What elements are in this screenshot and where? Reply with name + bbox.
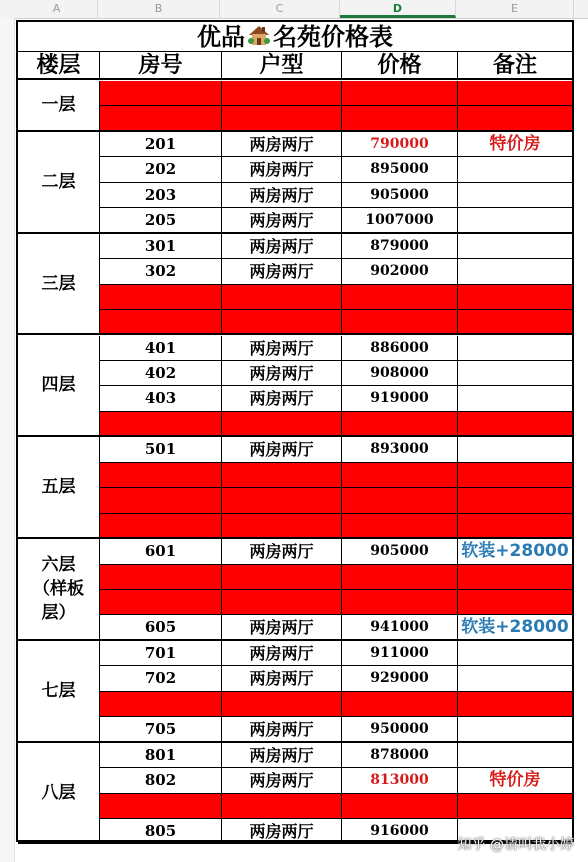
price-table <box>16 20 574 842</box>
sold-cell[interactable] <box>100 463 222 488</box>
sold-cell[interactable] <box>342 463 458 488</box>
sold-cell[interactable] <box>458 106 572 131</box>
note-cell[interactable]: 特价房 <box>458 132 572 157</box>
floor-label[interactable]: 一层 <box>18 81 100 132</box>
note-cell[interactable] <box>458 437 572 462</box>
price-cell[interactable]: 911000 <box>342 641 458 666</box>
sold-cell[interactable] <box>342 106 458 131</box>
sold-cell[interactable] <box>342 310 458 335</box>
sold-cell[interactable] <box>100 106 222 131</box>
price-cell[interactable]: 950000 <box>342 717 458 742</box>
floor-label[interactable]: 五层 <box>18 437 100 539</box>
note-cell[interactable]: 软装+28000 <box>458 615 572 640</box>
sold-cell[interactable] <box>100 81 222 106</box>
unit-type-cell[interactable]: 两房两厅 <box>222 386 342 411</box>
sold-cell[interactable] <box>458 794 572 819</box>
room-number-cell[interactable]: 705 <box>100 717 222 742</box>
floor-label[interactable]: 六层 （样板 层） <box>18 539 100 641</box>
price-cell[interactable]: 902000 <box>342 259 458 284</box>
note-cell[interactable] <box>458 336 572 361</box>
unit-type-cell[interactable]: 两房两厅 <box>222 234 342 259</box>
sold-cell[interactable] <box>342 81 458 106</box>
unit-type-cell[interactable]: 两房两厅 <box>222 361 342 386</box>
column-header-bar <box>0 0 588 19</box>
sold-cell[interactable] <box>100 590 222 615</box>
note-cell[interactable] <box>458 157 572 182</box>
unit-type-cell[interactable]: 两房两厅 <box>222 819 342 844</box>
room-number-cell[interactable]: 205 <box>100 208 222 233</box>
unit-type-cell[interactable]: 两房两厅 <box>222 666 342 691</box>
column-header-d[interactable]: D <box>340 0 456 18</box>
price-cell[interactable]: 941000 <box>342 615 458 640</box>
title-right: 名苑价格表 <box>273 23 393 51</box>
header-room[interactable]: 房号 <box>100 52 222 80</box>
room-number-cell[interactable]: 203 <box>100 183 222 208</box>
note-cell[interactable]: 软装+28000 <box>458 539 572 564</box>
sold-cell[interactable] <box>100 794 222 819</box>
room-number-cell[interactable]: 701 <box>100 641 222 666</box>
room-number-cell[interactable]: 702 <box>100 666 222 691</box>
unit-type-cell[interactable]: 两房两厅 <box>222 157 342 182</box>
sold-cell[interactable] <box>222 565 342 590</box>
unit-type-cell[interactable]: 两房两厅 <box>222 132 342 157</box>
sold-cell[interactable] <box>222 106 342 131</box>
sold-cell[interactable] <box>222 463 342 488</box>
unit-type-cell[interactable]: 两房两厅 <box>222 183 342 208</box>
room-number-cell[interactable]: 202 <box>100 157 222 182</box>
unit-type-cell[interactable]: 两房两厅 <box>222 539 342 564</box>
sold-cell[interactable] <box>458 310 572 335</box>
floor-label[interactable]: 二层 <box>18 132 100 234</box>
floor-label[interactable]: 四层 <box>18 336 100 438</box>
sold-cell[interactable] <box>100 285 222 310</box>
sold-cell[interactable] <box>458 412 572 437</box>
sold-cell[interactable] <box>342 692 458 717</box>
note-cell[interactable]: 特价房 <box>458 768 572 793</box>
sold-cell[interactable] <box>342 488 458 513</box>
note-cell[interactable] <box>458 743 572 768</box>
column-header-a[interactable]: A <box>16 0 98 18</box>
price-cell[interactable]: 919000 <box>342 386 458 411</box>
sold-cell[interactable] <box>222 488 342 513</box>
price-cell[interactable]: 893000 <box>342 437 458 462</box>
note-cell[interactable] <box>458 183 572 208</box>
room-number-cell[interactable]: 802 <box>100 768 222 793</box>
sold-cell[interactable] <box>100 692 222 717</box>
sold-cell[interactable] <box>458 565 572 590</box>
unit-type-cell[interactable]: 两房两厅 <box>222 437 342 462</box>
sold-cell[interactable] <box>222 81 342 106</box>
floor-label[interactable]: 三层 <box>18 234 100 336</box>
sold-cell[interactable] <box>100 412 222 437</box>
column-header-b[interactable]: B <box>98 0 220 18</box>
header-floor[interactable]: 楼层 <box>18 52 100 80</box>
room-number-cell[interactable]: 403 <box>100 386 222 411</box>
note-cell[interactable] <box>458 361 572 386</box>
sold-cell[interactable] <box>222 412 342 437</box>
price-cell[interactable]: 813000 <box>342 768 458 793</box>
floor-label[interactable]: 八层 <box>18 743 100 845</box>
room-number-cell[interactable]: 201 <box>100 132 222 157</box>
sold-cell[interactable] <box>100 488 222 513</box>
sold-cell[interactable] <box>222 285 342 310</box>
sold-cell[interactable] <box>222 692 342 717</box>
sold-cell[interactable] <box>222 590 342 615</box>
note-cell[interactable] <box>458 666 572 691</box>
sold-cell[interactable] <box>222 514 342 539</box>
unit-type-cell[interactable]: 两房两厅 <box>222 336 342 361</box>
sold-cell[interactable] <box>100 514 222 539</box>
room-number-cell[interactable]: 302 <box>100 259 222 284</box>
price-cell[interactable]: 895000 <box>342 157 458 182</box>
sold-cell[interactable] <box>458 81 572 106</box>
column-header-e[interactable]: E <box>456 0 574 18</box>
price-cell[interactable]: 905000 <box>342 183 458 208</box>
sold-cell[interactable] <box>458 514 572 539</box>
unit-type-cell[interactable]: 两房两厅 <box>222 259 342 284</box>
watermark: 知乎 @请叫我小婷 <box>457 837 574 853</box>
sold-cell[interactable] <box>342 565 458 590</box>
sold-cell[interactable] <box>458 463 572 488</box>
sold-cell[interactable] <box>458 488 572 513</box>
page-title <box>18 22 572 52</box>
sold-cell[interactable] <box>342 794 458 819</box>
note-cell[interactable] <box>458 386 572 411</box>
price-cell[interactable]: 916000 <box>342 819 458 844</box>
column-header-c[interactable]: C <box>220 0 340 18</box>
sold-cell[interactable] <box>100 565 222 590</box>
unit-type-cell[interactable]: 两房两厅 <box>222 615 342 640</box>
unit-type-cell[interactable]: 两房两厅 <box>222 641 342 666</box>
row-gutter <box>0 18 15 862</box>
note-cell[interactable] <box>458 234 572 259</box>
price-cell[interactable]: 878000 <box>342 743 458 768</box>
title-left: 优品 <box>197 23 245 51</box>
sold-cell[interactable] <box>458 692 572 717</box>
sold-cell[interactable] <box>342 590 458 615</box>
unit-type-cell[interactable]: 两房两厅 <box>222 717 342 742</box>
note-cell[interactable] <box>458 259 572 284</box>
room-number-cell[interactable]: 601 <box>100 539 222 564</box>
note-cell[interactable] <box>458 641 572 666</box>
room-number-cell[interactable]: 301 <box>100 234 222 259</box>
note-cell[interactable] <box>458 717 572 742</box>
house-icon <box>247 23 271 53</box>
price-cell[interactable]: 886000 <box>342 336 458 361</box>
header-price[interactable]: 价格 <box>342 52 458 80</box>
price-cell[interactable]: 908000 <box>342 361 458 386</box>
floor-label[interactable]: 七层 <box>18 641 100 743</box>
room-number-cell[interactable]: 801 <box>100 743 222 768</box>
price-cell[interactable]: 790000 <box>342 132 458 157</box>
room-number-cell[interactable]: 605 <box>100 615 222 640</box>
sold-cell[interactable] <box>100 310 222 335</box>
price-cell[interactable]: 929000 <box>342 666 458 691</box>
room-number-cell[interactable]: 805 <box>100 819 222 844</box>
sold-cell[interactable] <box>222 794 342 819</box>
sold-cell[interactable] <box>342 412 458 437</box>
note-cell[interactable] <box>458 208 572 233</box>
sold-cell[interactable] <box>458 285 572 310</box>
price-cell[interactable]: 1007000 <box>342 208 458 233</box>
price-cell[interactable]: 905000 <box>342 539 458 564</box>
sold-cell[interactable] <box>342 285 458 310</box>
header-note[interactable]: 备注 <box>458 52 572 80</box>
room-number-cell[interactable]: 402 <box>100 361 222 386</box>
unit-type-cell[interactable]: 两房两厅 <box>222 208 342 233</box>
sold-cell[interactable] <box>222 310 342 335</box>
header-type[interactable]: 户型 <box>222 52 342 80</box>
unit-type-cell[interactable]: 两房两厅 <box>222 768 342 793</box>
sold-cell[interactable] <box>342 514 458 539</box>
room-number-cell[interactable]: 501 <box>100 437 222 462</box>
unit-type-cell[interactable]: 两房两厅 <box>222 743 342 768</box>
price-cell[interactable]: 879000 <box>342 234 458 259</box>
sold-cell[interactable] <box>458 590 572 615</box>
room-number-cell[interactable]: 401 <box>100 336 222 361</box>
